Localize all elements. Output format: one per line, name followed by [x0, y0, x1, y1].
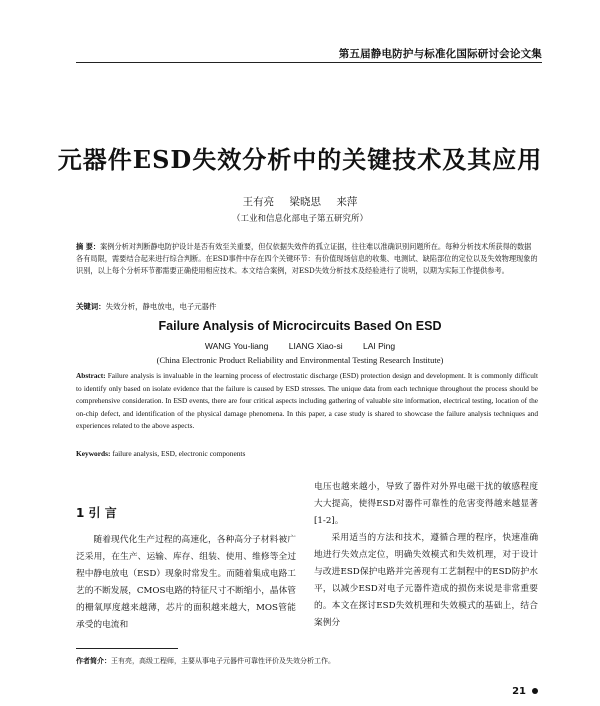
author-cn-2: 梁晓思 — [289, 196, 321, 208]
abstract-cn — [76, 241, 538, 277]
page-number-value: 21 — [512, 686, 526, 697]
conference-header: 第五届静电防护与标准化国际研讨会论文集 — [338, 48, 542, 60]
abstract-en-text: Failure analysis is invaluable in the learning process of electrostatic discharge (ESD) protection design and development. It is commonly difficult to identify only based on isolate evidence that the failure is caused by ESD stresses. The unique data from each technique throughout the process should be comprehensive consideration. In ESD events, there are four critical aspects including gathering of valuable site information, electrical testing, location of the on-chip defect, and identification of the physical damage phenomena. In this paper, a case study is shared to showcase the failure analysis techniques and experiences related to the above aspects. — [76, 371, 538, 431]
abstract-cn-text: 案例分析对判断静电防护设计是否有效至关重要，但仅依据失效件的孤立证据，往往难以准确识别问题所在。每种分析技术所获得的数据各有局限，需要结合起来进行综合判断。在ESD事件中存在四个关键环节：有价值现场信息的收集、电测试、缺陷部位的定位以及失效物理现象的识别，以上每个分析环节都需要正确使用相应技术。本文结合案例，对ESD失效分析技术及经验进行了说明，以期为实际工作提供参考。 — [76, 242, 538, 275]
author-en-2: LIANG Xiao-si — [288, 341, 343, 351]
left-column — [76, 485, 296, 634]
abstract-cn-label: 摘 要： — [76, 242, 101, 251]
intro-continuation: 电压也越来越小，导致了器件对外界电磁干扰的敏感程度大大提高，使得ESD对器件可靠性的危害变得越来越显著[1-2]。 — [314, 482, 538, 526]
abstract-en — [76, 370, 538, 433]
right-column — [314, 479, 538, 632]
keywords-cn-text: 失效分析，静电放电，电子元器件 — [105, 302, 217, 311]
intro-paragraph-right: 采用适当的方法和技术，遵循合理的程序，快速准确地进行失效点定位，明确失效模式和失效机理，对于设计与改进ESD保护电路并完善现有工艺制程中的ESD防护水平，以减少ESD对电子元器件造成的损伤来说是非常重要的。本文在探讨ESD失效机理和失效模式的基础上，结合案例分 — [314, 533, 538, 628]
keywords-cn — [76, 301, 538, 313]
page-dot-icon — [532, 688, 538, 694]
abstract-en-label: Abstract: — [76, 371, 106, 380]
affiliation-en: (China Electronic Product Reliability and Environmental Testing Research Institute) — [156, 355, 444, 365]
intro-paragraph-left: 随着现代化生产过程的高速化，各种高分子材料被广泛采用，在生产、运输、库存、组装、使用、维修等全过程中静电放电（ESD）现象时常发生。而随着集成电路工艺的不断发展，CMOS电路的特征尺寸不断缩小，晶体管的栅氧厚度越来越薄，芯片的面积越来越大，MOS管能承受的电流和 — [76, 535, 296, 630]
authors-en — [0, 341, 600, 351]
keywords-cn-label: 关键词： — [76, 302, 106, 311]
paper-title-cn: 元器件ESD失效分析中的关键技术及其应用 — [57, 145, 543, 174]
paper-title-en: Failure Analysis of Microcircuits Based On ESD — [158, 319, 442, 333]
keywords-en — [76, 449, 538, 458]
author-en-3: LAI Ping — [362, 341, 396, 351]
header-rule — [76, 62, 542, 63]
footnote-text: 王有亮，高级工程师，主要从事电子元器件可靠性评价及失效分析工作。 — [111, 657, 335, 665]
affiliation-cn: （工业和信息化部电子第五研究所） — [231, 214, 368, 224]
keywords-en-label: Keywords: — [76, 449, 111, 458]
section-heading-introduction: 1 引 言 — [76, 506, 117, 520]
footnote-rule — [76, 648, 178, 649]
author-en-1: WANG You-liang — [204, 341, 269, 351]
page-number — [512, 686, 538, 697]
authors-cn — [0, 194, 600, 209]
keywords-en-text: failure analysis, ESD, electronic components — [112, 449, 246, 458]
footnote-label: 作者简介： — [76, 657, 111, 665]
author-cn-1: 王有亮 — [242, 196, 275, 208]
author-cn-3: 来萍 — [336, 196, 358, 208]
author-footnote — [76, 656, 538, 666]
